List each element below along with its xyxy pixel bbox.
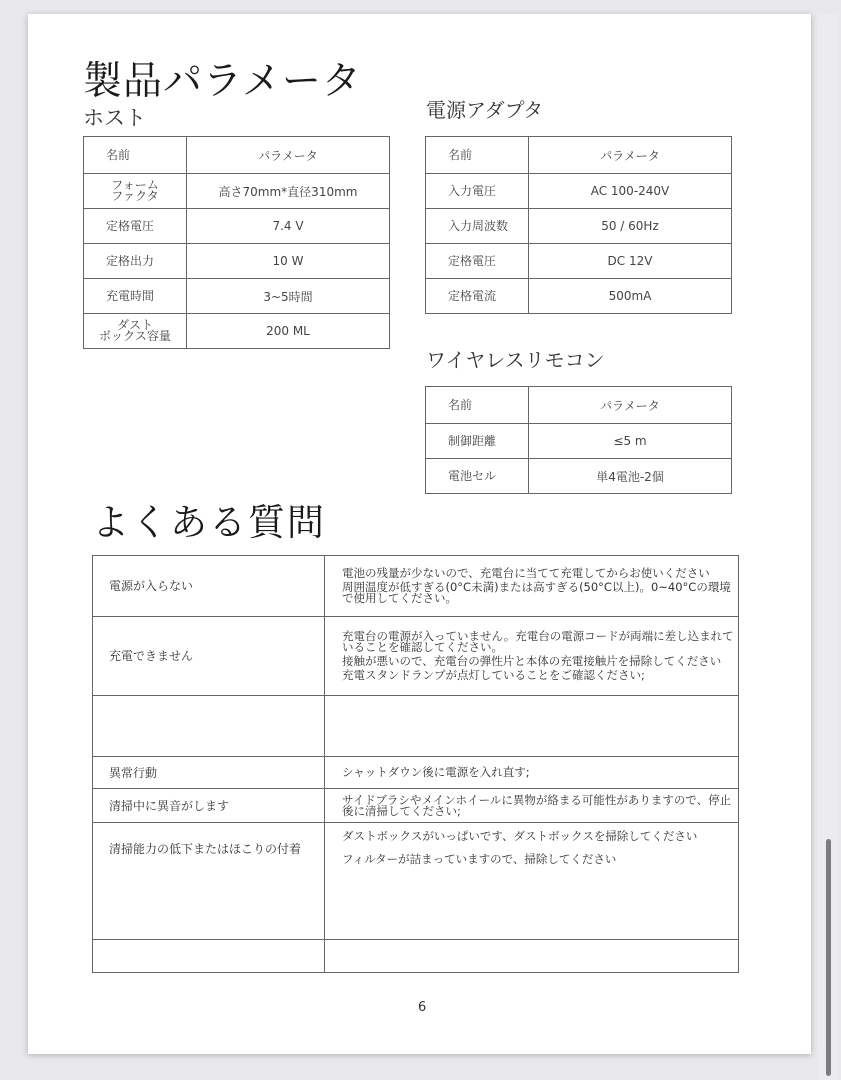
table-row xyxy=(426,174,732,209)
row-value: 単4電池-2個 xyxy=(529,459,732,494)
host-param-table xyxy=(83,136,390,349)
table-header-row xyxy=(426,137,732,174)
faq-question xyxy=(93,940,325,973)
table-row xyxy=(426,424,732,459)
faq-question: 充電できません xyxy=(93,617,325,696)
table-row xyxy=(84,314,390,349)
table-row xyxy=(426,279,732,314)
table-header-row xyxy=(426,387,732,424)
faq-answer: サイドブラシやメインホイールに異物が絡まる可能性がありますので、停止後に清掃してください; xyxy=(325,789,739,823)
row-name: 定格電圧 xyxy=(84,209,187,244)
faq-heading: よくある質問 xyxy=(92,501,326,544)
scrollbar-thumb[interactable] xyxy=(826,839,831,1076)
faq-answer: シャットダウン後に電源を入れ直す; xyxy=(325,757,739,789)
row-name: ダスト ボックス容量 xyxy=(84,314,187,349)
header-name: 名前 xyxy=(426,137,529,174)
page-number: 6 xyxy=(418,1000,427,1015)
faq-row xyxy=(93,823,739,940)
row-value: AC 100-240V xyxy=(529,174,732,209)
faq-row xyxy=(93,556,739,617)
document-page xyxy=(28,14,811,1054)
faq-row-empty xyxy=(93,940,739,973)
faq-answer xyxy=(325,940,739,973)
header-param: パラメータ xyxy=(529,137,732,174)
row-name: 定格電圧 xyxy=(426,244,529,279)
faq-question xyxy=(93,696,325,757)
row-value: 高さ70mm*直径310mm xyxy=(187,174,390,209)
row-value: 50 / 60Hz xyxy=(529,209,732,244)
host-heading: ホスト xyxy=(83,106,146,130)
faq-answer: 電池の残量が少ないので、充電台に当てて充電してからお使いください 周囲温度が低すぎる(0°C未満)または高すぎる(50°C以上)。0~40°Cの環境で使用してください。 xyxy=(325,556,739,617)
remote-heading: ワイヤレスリモコン xyxy=(426,348,605,372)
header-param: パラメータ xyxy=(187,137,390,174)
adapter-heading: 電源アダプタ xyxy=(426,98,544,122)
faq-row-empty xyxy=(93,696,739,757)
row-name: 充電時間 xyxy=(84,279,187,314)
row-name: 電池セル xyxy=(426,459,529,494)
adapter-param-table xyxy=(425,136,732,314)
faq-question: 電源が入らない xyxy=(93,556,325,617)
row-value: 7.4 V xyxy=(187,209,390,244)
row-value: 500mA xyxy=(529,279,732,314)
faq-table xyxy=(92,555,739,973)
table-row xyxy=(426,459,732,494)
table-row xyxy=(84,174,390,209)
header-name: 名前 xyxy=(426,387,529,424)
table-row xyxy=(426,244,732,279)
row-name: 入力電圧 xyxy=(426,174,529,209)
faq-answer xyxy=(325,696,739,757)
row-value: ≤5 m xyxy=(529,424,732,459)
row-value: 10 W xyxy=(187,244,390,279)
table-row xyxy=(84,209,390,244)
faq-row xyxy=(93,617,739,696)
row-value: 200 ML xyxy=(187,314,390,349)
row-value: DC 12V xyxy=(529,244,732,279)
faq-question: 清掃中に異音がします xyxy=(93,789,325,823)
row-value: 3~5時間 xyxy=(187,279,390,314)
remote-param-table xyxy=(425,386,732,494)
row-name: フォーム ファクタ xyxy=(84,174,187,209)
page-title: 製品パラメータ xyxy=(83,59,362,104)
row-name: 制御距離 xyxy=(426,424,529,459)
row-name: 定格電流 xyxy=(426,279,529,314)
faq-answer: ダストボックスがいっぱいです、ダストボックスを掃除してください フィルターが詰まっていますので、掃除してください xyxy=(325,823,739,940)
header-name: 名前 xyxy=(84,137,187,174)
faq-row xyxy=(93,789,739,823)
header-param: パラメータ xyxy=(529,387,732,424)
faq-answer: 充電台の電源が入っていません。充電台の電源コードが両端に差し込まれていることを確認してください。 接触が悪いので、充電台の弾性片と本体の充電接触片を掃除してください 充電スタンドランプが点灯していることをご確認ください; xyxy=(325,617,739,696)
row-name: 入力周波数 xyxy=(426,209,529,244)
table-row xyxy=(84,244,390,279)
faq-question: 清掃能力の低下またはほこりの付着 xyxy=(93,823,325,940)
row-name: 定格出力 xyxy=(84,244,187,279)
faq-question: 異常行動 xyxy=(93,757,325,789)
table-header-row xyxy=(84,137,390,174)
table-row xyxy=(426,209,732,244)
faq-row xyxy=(93,757,739,789)
table-row xyxy=(84,279,390,314)
